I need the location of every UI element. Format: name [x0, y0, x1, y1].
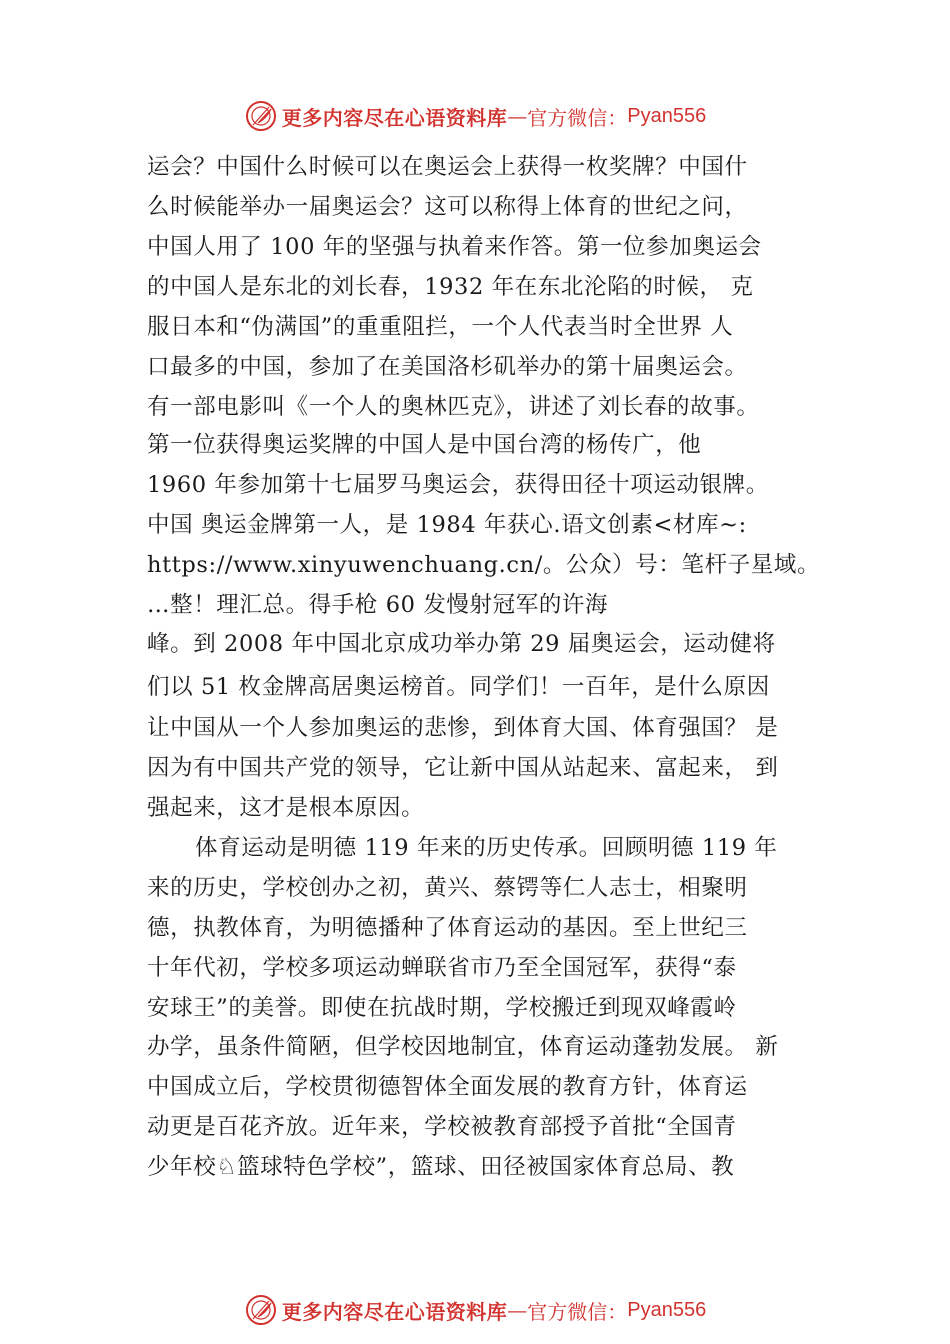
text-line: 有一部电影叫《一个人的奥林匹克》，讲述了刘长春的故事。 [147, 394, 760, 420]
text-line: 德，执教体育，为明德播种了体育运动的基因。至上世纪三 [147, 915, 748, 941]
banner-title: 更多内容尽在心语资料库 [281, 105, 508, 130]
text-line: 让中国从一个人参加奥运的悲惨，到体育大国、体育强国？ 是 [147, 715, 779, 741]
text-line: 口最多的中国，参加了在美国洛杉矶举办的第十届奥运会。 [147, 354, 748, 380]
paragraph-first-line: 体育运动是明德 119 年来的历史传承。回顾明德 119 年 [195, 835, 778, 861]
text-line: 的中国人是东北的刘长春，1932 年在东北沦陷的时候， 克 [147, 274, 754, 300]
banner-wechat-id: Pyan556 [627, 104, 707, 127]
text-line: 强起来，这才是根本原因。 [147, 795, 425, 821]
text-line: 中国成立后，学校贯彻德智体全面发展的教育方针，体育运 [147, 1074, 748, 1100]
text-line: 因为有中国共产党的领导，它让新中国从站起来、富起来， 到 [147, 755, 779, 781]
text-line: https://www.xinyuwenchuang.cn/。公众）号：笔杆子星域。 [147, 552, 821, 578]
text-line: 运会？中国什么时候可以在奥运会上获得一枚奖牌？中国什 [147, 154, 748, 180]
text-line: 第一位获得奥运奖牌的中国人是中国台湾的杨传广，他 [147, 432, 702, 458]
quill-logo-icon [244, 99, 278, 133]
footer-watermark-banner [0, 1290, 950, 1330]
text-line: 动更是百花齐放。近年来，学校被教育部授予首批“全国青 [147, 1114, 737, 1140]
text-line: 办学，虽条件简陋，但学校因地制宜，体育运动蓬勃发展。 新 [147, 1034, 779, 1060]
text-line: 们以 51 枚金牌高居奥运榜首。同学们！一百年，是什么原因 [147, 674, 770, 700]
banner-title: 更多内容尽在心语资料库 [281, 1299, 508, 1324]
quill-logo-icon [244, 1293, 278, 1327]
text-line: 中国人用了 100 年的坚强与执着来作答。第一位参加奥运会 [147, 234, 762, 260]
text-line: 十年代初，学校多项运动蝉联省市乃至全国冠军，获得“泰 [147, 955, 737, 981]
text-line: 服日本和“伪满国”的重重阻拦，一个人代表当时全世界 人 [147, 314, 734, 340]
banner-separator: — [507, 1298, 528, 1322]
text-line: 少年校♘篮球特色学校”，篮球、田径被国家体育总局、教 [147, 1154, 735, 1180]
text-line: 1960 年参加第十七届罗马奥运会，获得田径十项运动银牌。 [147, 472, 769, 498]
banner-wechat-label: 官方微信： [527, 1299, 628, 1324]
banner-wechat-label: 官方微信： [527, 105, 628, 130]
text-line: …整！理汇总。得手枪 60 发慢射冠军的许海 [147, 592, 609, 618]
banner-separator: — [507, 104, 528, 128]
banner-wechat-id: Pyan556 [627, 1298, 707, 1321]
text-line: 么时候能举办一届奥运会？这可以称得上体育的世纪之问， [147, 194, 748, 220]
text-line: 中国 奥运金牌第一人，是 1984 年获心.语文创素<材库~: [147, 512, 747, 538]
text-line: 安球王”的美誉。即使在抗战时期，学校搬迁到现双峰霞岭 [147, 995, 737, 1021]
text-line: 峰。到 2008 年中国北京成功举办第 29 届奥运会，运动健将 [147, 631, 776, 657]
header-watermark-banner [0, 96, 950, 136]
text-line: 来的历史，学校创办之初，黄兴、蔡锷等仁人志士，相聚明 [147, 875, 748, 901]
